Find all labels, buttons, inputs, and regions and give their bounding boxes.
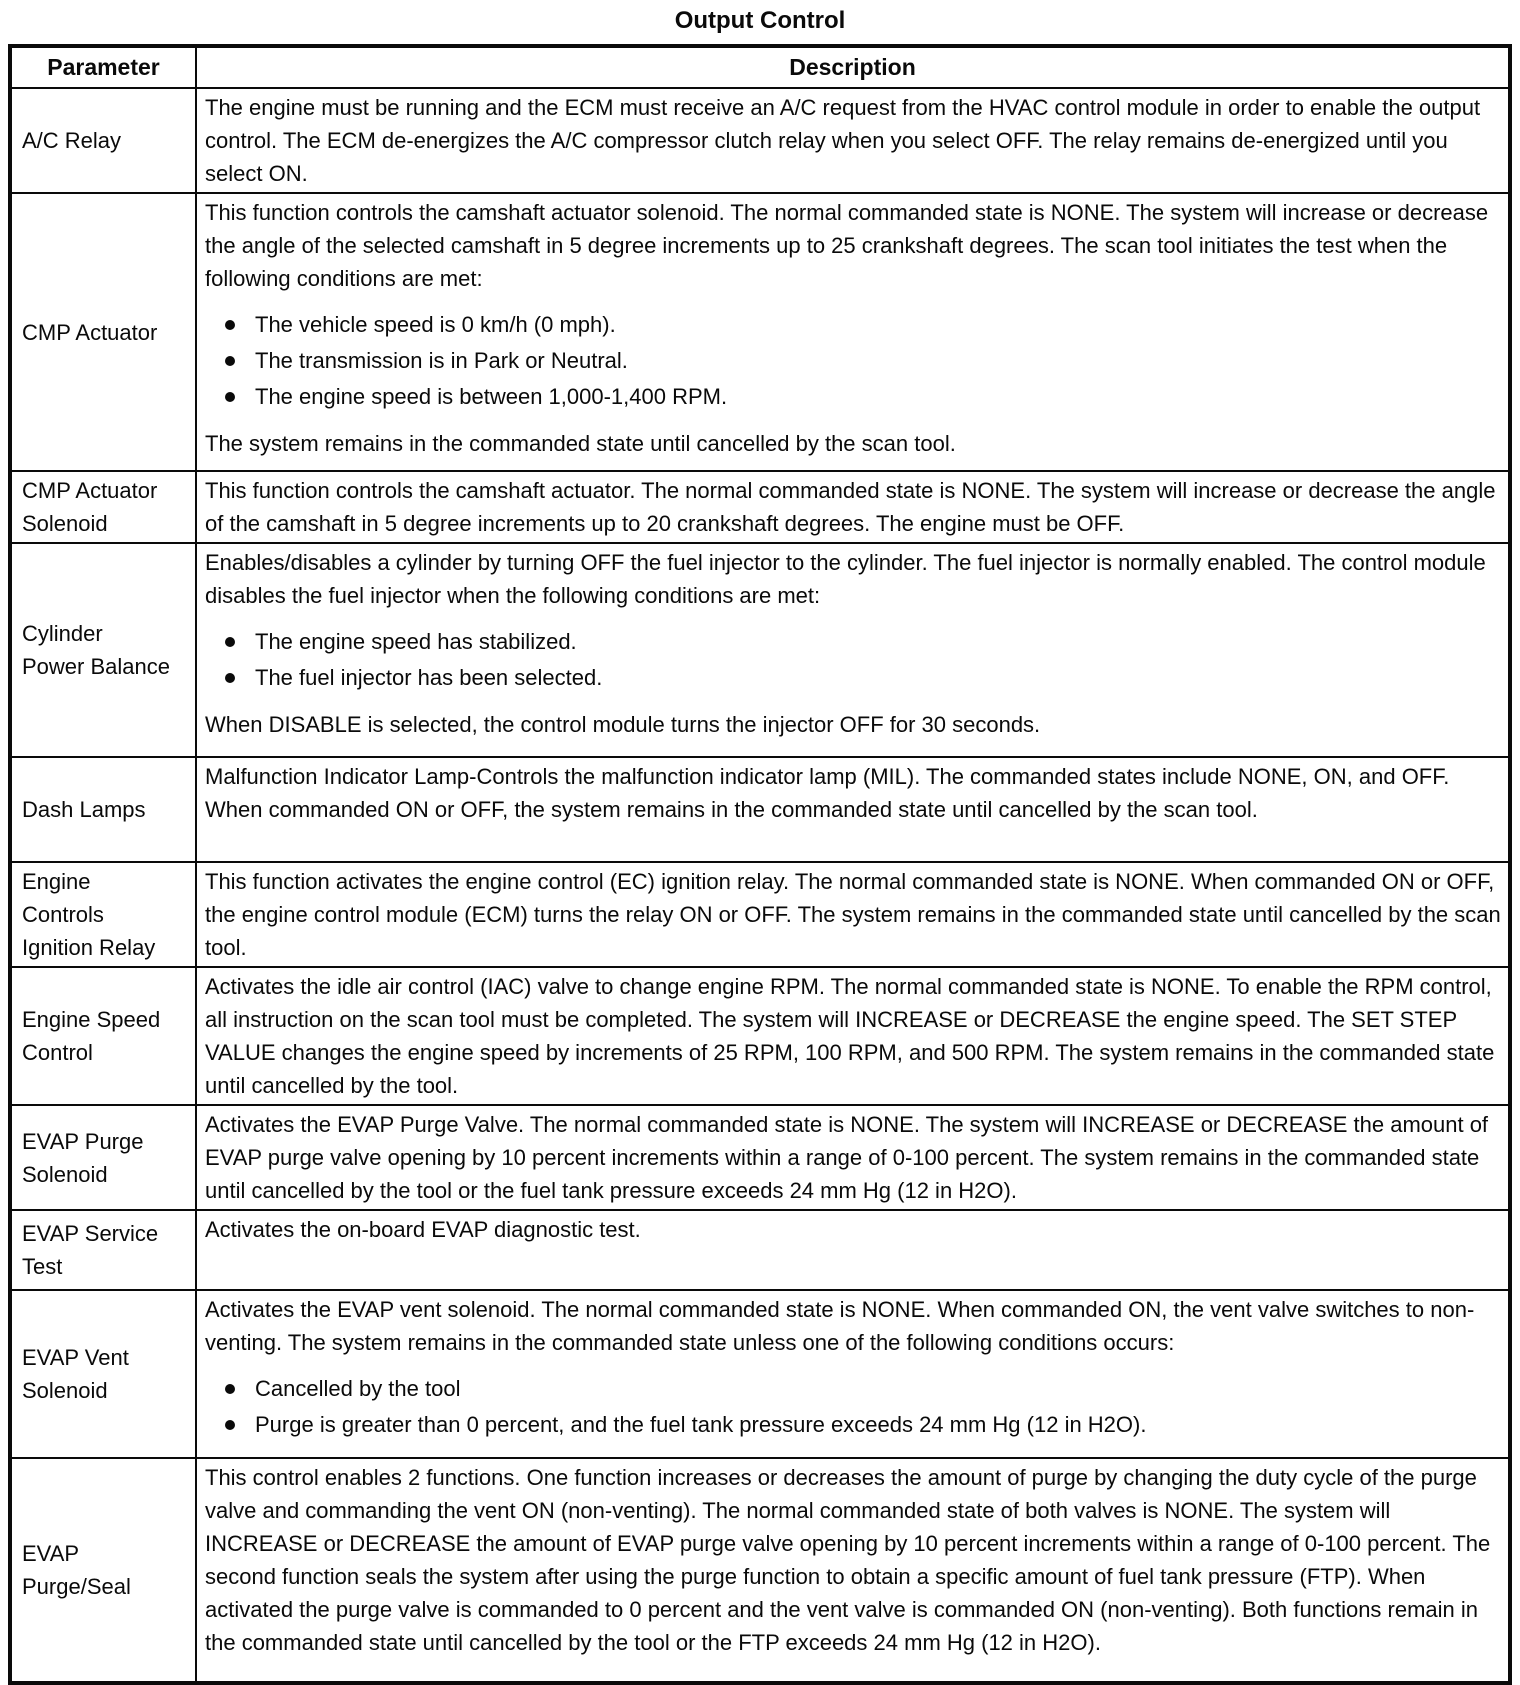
description-cell bbox=[196, 757, 1510, 862]
table-row bbox=[10, 1210, 1510, 1290]
bullet-item-text: Cancelled by the tool bbox=[255, 1376, 461, 1401]
table-row bbox=[10, 471, 1510, 543]
table-header-row bbox=[10, 46, 1510, 88]
bullet-icon bbox=[225, 320, 235, 330]
column-header-description: Description bbox=[196, 46, 1510, 88]
table-row bbox=[10, 1458, 1510, 1683]
parameter-cell: CMP Actuator Solenoid bbox=[10, 471, 196, 543]
table-row bbox=[10, 88, 1510, 193]
parameter-cell: CMP Actuator bbox=[10, 193, 196, 471]
table-row bbox=[10, 193, 1510, 471]
description-paragraph: Activates the EVAP Purge Valve. The normal commanded state is NONE. The system will INCREASE or DECREASE the amount of EVAP purge valve opening by 10 percent increments within a range of 0-100 percent. The system remains in the commanded state until cancelled by the tool or the fuel tank pressure exceeds 24 mm Hg (12 in H2O). bbox=[205, 1112, 1489, 1203]
bullet-item bbox=[255, 1407, 1502, 1443]
description-paragraph: This function controls the camshaft actuator solenoid. The normal commanded state is NONE. The system will increase or decrease the angle of the selected camshaft in 5 degree increments up to 25 crankshaft degrees. The scan tool initiates the test when the following conditions are met: bbox=[205, 200, 1489, 291]
bullet-icon bbox=[225, 1420, 235, 1430]
description-paragraph: The system remains in the commanded state until cancelled by the scan tool. bbox=[205, 431, 956, 456]
bullet-icon bbox=[225, 1384, 235, 1394]
description-cell bbox=[196, 862, 1510, 967]
description-cell bbox=[196, 543, 1510, 757]
description-paragraph: Enables/disables a cylinder by turning OFF the fuel injector to the cylinder. The fuel injector is normally enabled. The control module disables the fuel injector when the following conditions are met: bbox=[205, 550, 1486, 608]
bullet-item-text: The transmission is in Park or Neutral. bbox=[255, 348, 628, 373]
parameter-cell: Cylinder Power Balance bbox=[10, 543, 196, 757]
parameter-cell: Engine Controls Ignition Relay bbox=[10, 862, 196, 967]
table-row bbox=[10, 862, 1510, 967]
table-row bbox=[10, 967, 1510, 1105]
description-paragraph: Activates the idle air control (IAC) valve to change engine RPM. The normal commanded state is NONE. To enable the RPM control, all instruction on the scan tool must be completed. The system will INCREASE or DECREASE the engine speed. The SET STEP VALUE changes the engine speed by increments of 25 RPM, 100 RPM, and 500 RPM. The system remains in the commanded state until cancelled by the tool. bbox=[205, 974, 1495, 1098]
column-header-parameter: Parameter bbox=[10, 46, 196, 88]
bullet-item bbox=[255, 379, 1502, 415]
description-paragraph: Activates the on-board EVAP diagnostic test. bbox=[205, 1217, 641, 1242]
description-cell bbox=[196, 1210, 1510, 1290]
description-paragraph: This function activates the engine control (EC) ignition relay. The normal commanded state is NONE. When commanded ON or OFF, the engine control module (ECM) turns the relay ON or OFF. The system remains in the commanded state until cancelled by the scan tool. bbox=[205, 869, 1501, 960]
bullet-item bbox=[255, 307, 1502, 343]
bullet-item bbox=[255, 1371, 1502, 1407]
description-cell bbox=[196, 88, 1510, 193]
table-row bbox=[10, 543, 1510, 757]
parameter-cell: Dash Lamps bbox=[10, 757, 196, 862]
description-paragraph: When DISABLE is selected, the control module turns the injector OFF for 30 seconds. bbox=[205, 712, 1041, 737]
description-cell bbox=[196, 967, 1510, 1105]
description-paragraph: The engine must be running and the ECM must receive an A/C request from the HVAC control module in order to enable the output control. The ECM de-energizes the A/C compressor clutch relay when you select OFF. The relay remains de-energized until you select ON. bbox=[205, 95, 1481, 186]
bullet-icon bbox=[225, 392, 235, 402]
parameter-cell: EVAP Purge/Seal bbox=[10, 1458, 196, 1683]
description-paragraph: This control enables 2 functions. One function increases or decreases the amount of purge by changing the duty cycle of the purge valve and commanding the vent ON (non-venting). The normal commanded state of both valves is NONE. The system will INCREASE or DECREASE the amount of EVAP purge valve opening by 10 percent increments within a range of 0-100 percent. The second function seals the system after using the purge function to obtain a specific amount of fuel tank pressure (FTP). When activated the purge valve is commanded to 0 percent and the vent valve is commanded ON (non-venting). Both functions remain in the commanded state until cancelled by the tool or the FTP exceeds 24 mm Hg (12 in H2O). bbox=[205, 1465, 1491, 1655]
parameter-cell: Engine Speed Control bbox=[10, 967, 196, 1105]
bullet-item-text: Purge is greater than 0 percent, and the fuel tank pressure exceeds 24 mm Hg (12 in H2O). bbox=[255, 1412, 1147, 1437]
output-control-table bbox=[8, 44, 1512, 1685]
table-row bbox=[10, 757, 1510, 862]
bullet-item-text: The fuel injector has been selected. bbox=[255, 665, 603, 690]
description-paragraph: Activates the EVAP vent solenoid. The normal commanded state is NONE. When commanded ON, the vent valve switches to non-venting. The system remains in the commanded state unless one of the following conditions occurs: bbox=[205, 1297, 1475, 1355]
description-cell bbox=[196, 1458, 1510, 1683]
bullet-icon bbox=[225, 356, 235, 366]
bullet-item-text: The vehicle speed is 0 km/h (0 mph). bbox=[255, 312, 616, 337]
parameter-cell: EVAP Vent Solenoid bbox=[10, 1290, 196, 1458]
description-cell bbox=[196, 1290, 1510, 1458]
table-row bbox=[10, 1105, 1510, 1210]
bullet-list bbox=[205, 1371, 1502, 1443]
description-cell bbox=[196, 1105, 1510, 1210]
bullet-icon bbox=[225, 673, 235, 683]
description-cell bbox=[196, 193, 1510, 471]
bullet-item-text: The engine speed is between 1,000-1,400 RPM. bbox=[255, 384, 728, 409]
description-paragraph: This function controls the camshaft actuator. The normal commanded state is NONE. The system will increase or decrease the angle of the camshaft in 5 degree increments up to 20 crankshaft degrees. The engine must be OFF. bbox=[205, 478, 1496, 536]
parameter-cell: EVAP Service Test bbox=[10, 1210, 196, 1290]
parameter-cell: A/C Relay bbox=[10, 88, 196, 193]
description-cell bbox=[196, 471, 1510, 543]
bullet-item bbox=[255, 624, 1502, 660]
description-paragraph: Malfunction Indicator Lamp-Controls the malfunction indicator lamp (MIL). The commanded states include NONE, ON, and OFF. When commanded ON or OFF, the system remains in the commanded state until cancelled by the scan tool. bbox=[205, 764, 1450, 822]
page-title: Output Control bbox=[674, 7, 846, 34]
bullet-item-text: The engine speed has stabilized. bbox=[255, 629, 577, 654]
bullet-item bbox=[255, 343, 1502, 379]
table-row bbox=[10, 1290, 1510, 1458]
bullet-icon bbox=[225, 637, 235, 647]
bullet-list bbox=[205, 307, 1502, 415]
bullet-item bbox=[255, 660, 1502, 696]
bullet-list bbox=[205, 624, 1502, 696]
parameter-cell: EVAP Purge Solenoid bbox=[10, 1105, 196, 1210]
